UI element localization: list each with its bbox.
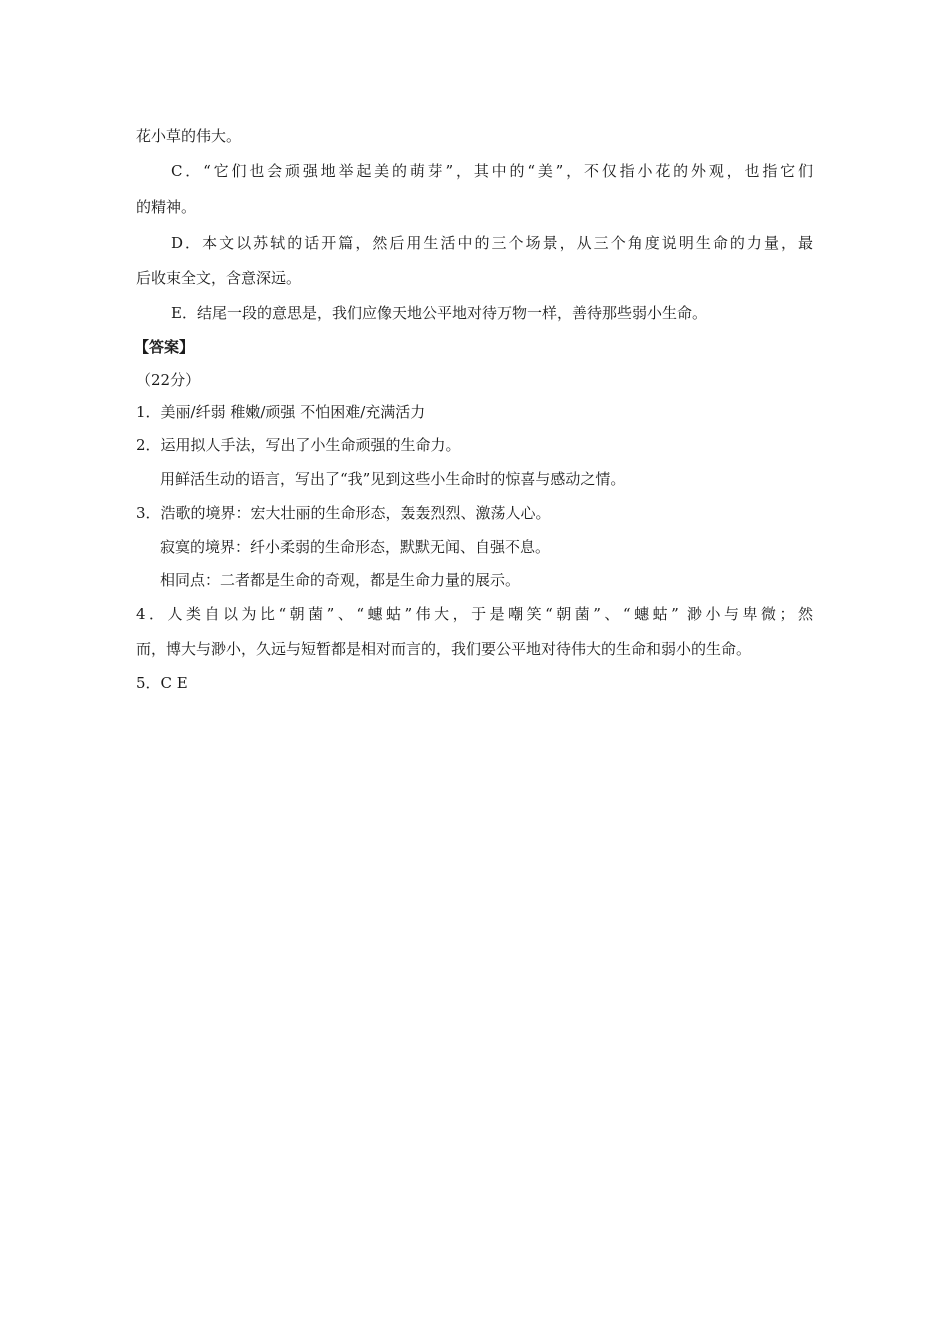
- answer-item-3-line: 寂寞的境界：纤小柔弱的生命形态，默默无闻、自强不息。: [160, 538, 551, 556]
- answer-item-2-line: 用鲜活生动的语言，写出了“我”见到这些小生命时的惊喜与感动之情。: [160, 470, 626, 488]
- answer-item-1: 1．美丽/纤弱 稚嫩/顽强 不怕困难/充满活力: [136, 403, 426, 421]
- option-c-line: 的精神。: [136, 198, 197, 216]
- answer-item-3-line: 相同点：二者都是生命的奇观，都是生命力量的展示。: [160, 571, 521, 589]
- answer-item-2-line: 2．运用拟人手法，写出了小生命顽强的生命力。: [136, 436, 461, 454]
- answer-heading: 【答案】: [134, 338, 195, 356]
- option-e-line: E．结尾一段的意思是，我们应像天地公平地对待万物一样，善待那些弱小生命。: [171, 304, 707, 322]
- answer-item-5: 5．C E: [136, 674, 188, 692]
- question-text-line: 花小草的伟大。: [136, 127, 242, 145]
- option-d-line: D．本文以苏轼的话开篇，然后用生活中的三个场景，从三个角度说明生命的力量，最: [171, 234, 813, 252]
- answer-item-4-line: 而，博大与渺小，久远与短暂都是相对而言的，我们要公平地对待伟大的生命和弱小的生命。: [136, 640, 752, 658]
- answer-item-3-line: 3．浩歌的境界：宏大壮丽的生命形态，轰轰烈烈、激荡人心。: [136, 504, 551, 522]
- option-d-line: 后收束全文，含意深远。: [136, 269, 302, 287]
- answer-item-4-line: 4．人类自以为比“朝菌”、“蟪蛄”伟大，于是嘲笑“朝菌”、“蟪蛄” 渺小与卑微；然: [136, 605, 813, 623]
- option-c-line: C．“它们也会顽强地举起美的萌芽”，其中的“美”，不仅指小花的外观，也指它们: [171, 162, 813, 180]
- answer-score: （22分）: [136, 371, 201, 389]
